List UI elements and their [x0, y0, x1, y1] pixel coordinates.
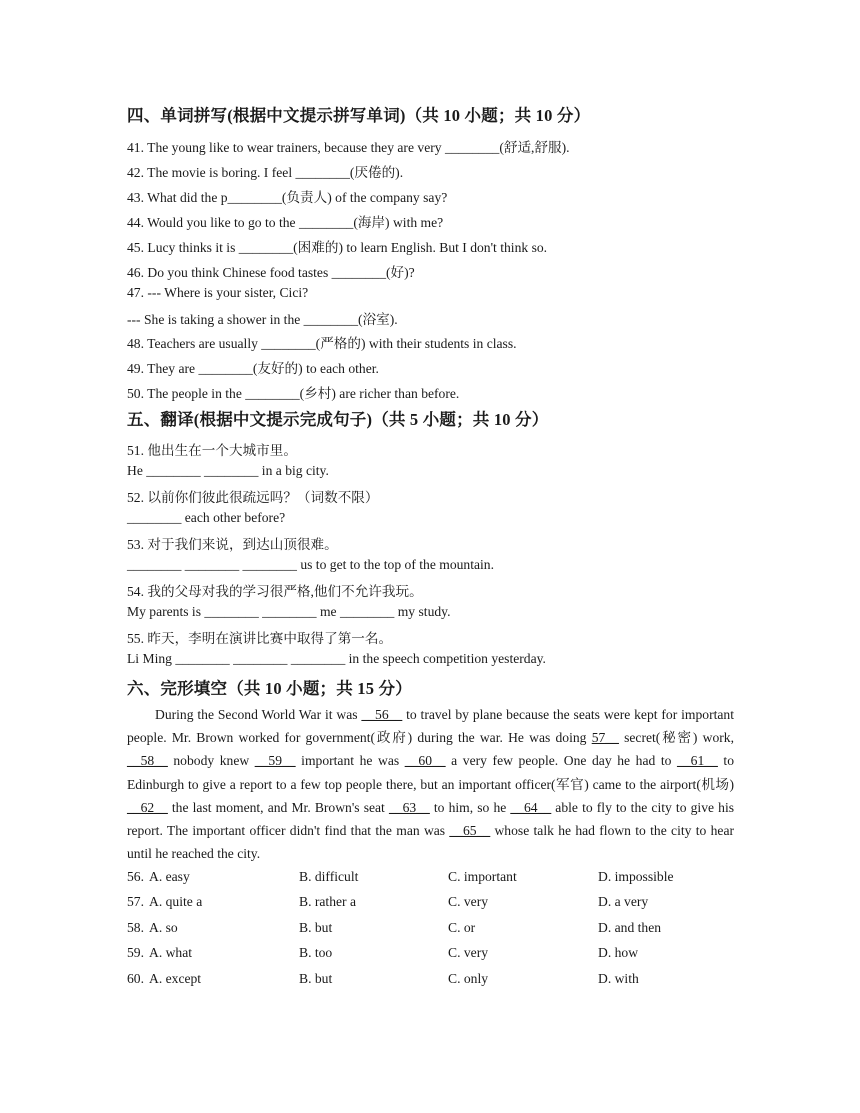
blank-58: __58__	[127, 753, 168, 769]
option-a: A. except	[149, 971, 202, 986]
option-b: B. rather a	[299, 894, 356, 909]
question-51-sentence: He ________ ________ in a big city.	[127, 463, 329, 478]
question-row-60	[127, 971, 737, 991]
question-row-56	[127, 869, 737, 889]
passage-text: the last moment, and Mr. Brown's seat	[167, 799, 389, 815]
question-54: 54. 我的父母对我的学习很严格,他们不允许我玩。	[127, 584, 423, 599]
blank-59: __59__	[254, 753, 296, 769]
blank-56: __56__	[361, 707, 403, 722]
option-d: D. a very	[598, 894, 649, 909]
question-55: 55. 昨天，李明在演讲比赛中取得了第一名。	[127, 631, 393, 646]
question-53-sentence: ________ ________ ________ us to get to the top of the mountain.	[127, 557, 495, 572]
passage-text: important he was	[295, 753, 405, 769]
option-a: A. what	[149, 945, 193, 960]
question-number: 58.	[127, 920, 144, 935]
option-c: C. important	[448, 869, 517, 884]
question-47: 47. --- Where is your sister, Cici?	[127, 285, 309, 300]
option-b: B. but	[299, 920, 333, 935]
passage-text: to travel by plane because the seats were kept for important people. Mr. Brown worked for government(政府) during the war. He was doing	[127, 707, 734, 746]
question-42: 42. The movie is boring. I feel ________(厌倦的).	[127, 165, 404, 180]
passage-text: nobody knew	[167, 753, 255, 769]
question-49: 49. They are ________(友好的) to each other.	[127, 361, 379, 376]
cloze-passage	[127, 703, 734, 865]
question-50: 50. The people in the ________(乡村) are richer than before.	[127, 386, 460, 401]
question-number: 59.	[127, 945, 144, 960]
blank-60: __60__	[404, 753, 446, 769]
option-d: D. impossible	[598, 869, 674, 884]
passage-text: During the Second World War it was	[155, 707, 362, 722]
section4-heading: 四、单词拼写(根据中文提示拼写单词)（共 10 小题；共 10 分）	[127, 106, 591, 125]
question-44: 44. Would you like to go to the ________(海岸) with me?	[127, 215, 444, 230]
blank-57: 57__	[591, 730, 619, 746]
question-46: 46. Do you think Chinese food tastes ________(好)?	[127, 265, 415, 280]
question-row-59	[127, 945, 737, 965]
blank-63: __63__	[388, 799, 430, 815]
blank-65: __65__	[449, 823, 491, 839]
question-row-57	[127, 894, 737, 914]
question-52: 52. 以前你们彼此很疏远吗？（词数不限）	[127, 490, 379, 505]
option-a: A. easy	[149, 869, 190, 884]
blank-64: __64__	[510, 799, 552, 815]
option-b: B. but	[299, 971, 333, 986]
option-d: D. and then	[598, 920, 662, 935]
section5-heading: 五、翻译(根据中文提示完成句子)（共 5 小题；共 10 分）	[127, 410, 549, 429]
question-number: 60.	[127, 971, 144, 986]
question-45: 45. Lucy thinks it is ________(困难的) to learn English. But I don't think so.	[127, 240, 548, 255]
question-52-sentence: ________ each other before?	[127, 510, 286, 525]
question-54-sentence: My parents is ________ ________ me ________ my study.	[127, 604, 451, 619]
passage-text: to him, so he	[429, 799, 511, 815]
question-53: 53. 对于我们来说，到达山顶很难。	[127, 537, 338, 552]
passage-text: able to fly to the city to give his report. The important officer didn't find that the man was	[127, 799, 735, 839]
blank-61: __61__	[677, 753, 718, 769]
option-c: C. or	[448, 920, 476, 935]
question-41: 41. The young like to wear trainers, because they are very ________(舒适,舒服).	[127, 140, 570, 155]
passage-text: a very few people. One day he had to	[445, 753, 678, 769]
question-row-58	[127, 920, 737, 940]
option-c: C. only	[448, 971, 489, 986]
passage-text: secret(秘密) work,	[618, 730, 734, 746]
option-a: A. quite a	[149, 894, 203, 909]
question-48: 48. Teachers are usually ________(严格的) with their students in class.	[127, 336, 517, 351]
option-a: A. so	[149, 920, 178, 935]
option-c: C. very	[448, 945, 489, 960]
option-b: B. difficult	[299, 869, 359, 884]
question-43: 43. What did the p________(负责人) of the company say?	[127, 190, 448, 205]
section6-heading: 六、完形填空（共 10 小题；共 15 分）	[127, 679, 412, 698]
question-51: 51. 他出生在一个大城市里。	[127, 443, 297, 458]
question-number: 56.	[127, 869, 144, 884]
blank-62: __62__	[127, 799, 168, 815]
passage-text: whose talk he had flown to the city to hear until he reached the city.	[127, 823, 734, 862]
question-47-answer: --- She is taking a shower in the ________(浴室).	[127, 312, 398, 327]
option-d: D. with	[598, 971, 639, 986]
option-b: B. too	[299, 945, 333, 960]
question-55-sentence: Li Ming ________ ________ ________ in the speech competition yesterday.	[127, 651, 546, 666]
option-d: D. how	[598, 945, 639, 960]
option-c: C. very	[448, 894, 489, 909]
question-number: 57.	[127, 894, 144, 909]
passage-text: to Edinburgh to give a report to a few top people there, but an important officer(军官) came to the airport(机场)	[127, 753, 734, 792]
